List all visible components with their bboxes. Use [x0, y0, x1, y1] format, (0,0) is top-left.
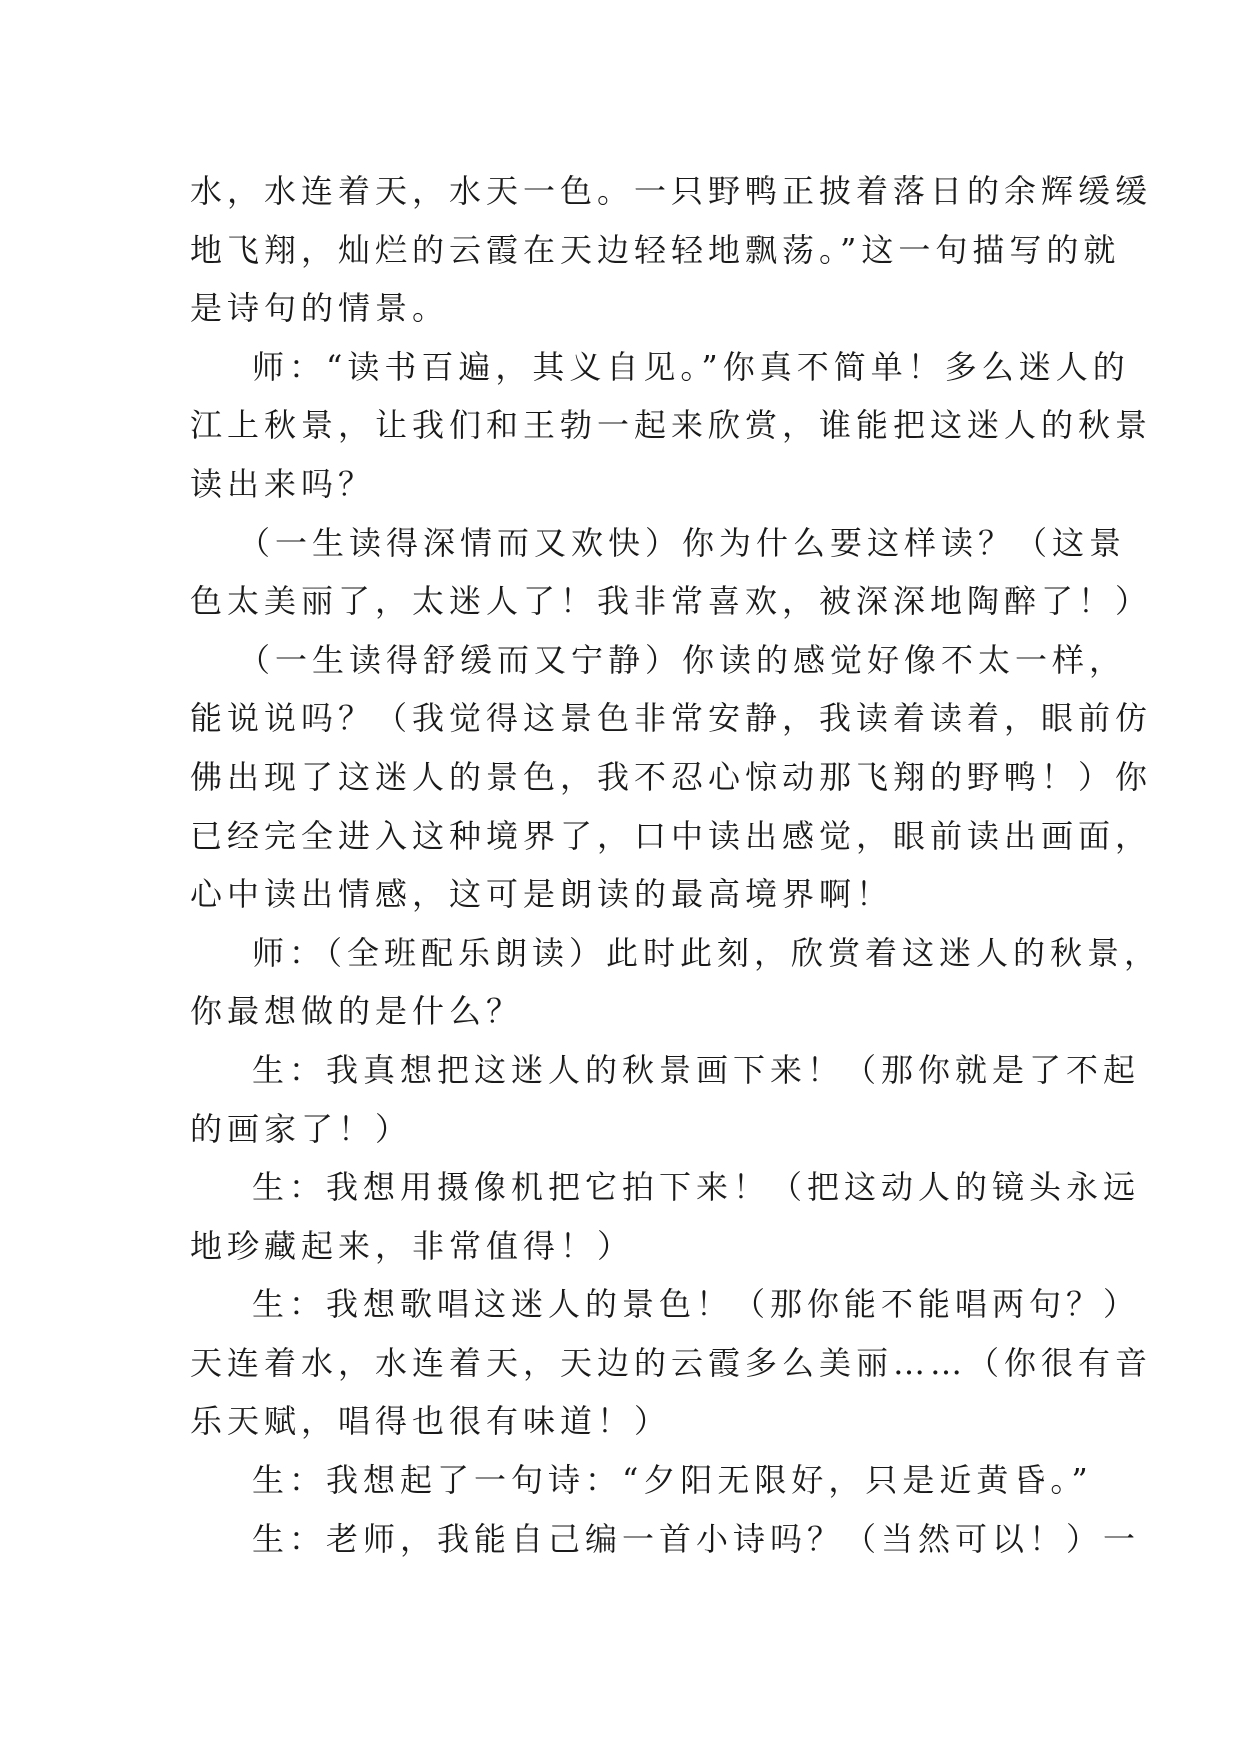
text-line: 乐天赋，唱得也很有味道！） — [190, 1402, 672, 1441]
text-line: 你最想做的是什么？ — [190, 992, 524, 1031]
text-line: 读出来吗？ — [190, 464, 376, 503]
text-line: 生：老师，我能自己编一首小诗吗？（当然可以！）一 — [252, 1519, 1141, 1558]
text-line: 色太美丽了，太迷人了！我非常喜欢，被深深地陶醉了！） — [190, 582, 1153, 621]
text-line: （一生读得舒缓而又宁静）你读的感觉好像不太一样， — [238, 640, 1127, 679]
text-line: 师：“读书百遍，其义自见。”你真不简单！多么迷人的 — [252, 347, 1130, 386]
text-line: （一生读得深情而又欢快）你为什么要这样读？（这景 — [238, 523, 1127, 562]
text-line: 是诗句的情景。 — [190, 289, 450, 328]
text-line: 生：我想起了一句诗：“夕阳无限好，只是近黄昏。” — [252, 1461, 1093, 1500]
text-line: 地珍藏起来，非常值得！） — [190, 1226, 635, 1265]
text-line: 地飞翔，灿烂的云霞在天边轻轻地飘荡。”这一句描写的就 — [190, 230, 1121, 269]
text-line: 江上秋景，让我们和王勃一起来欣赏，谁能把这迷人的秋景 — [190, 406, 1153, 445]
text-line: 水，水连着天，水天一色。一只野鸭正披着落日的余辉缓缓 — [190, 172, 1153, 210]
text-line: 生：我想用摄像机把它拍下来！（把这动人的镜头永远 — [252, 1168, 1141, 1207]
text-line: 心中读出情感，这可是朗读的最高境界啊！ — [190, 875, 894, 914]
text-line: 生：我真想把这迷人的秋景画下来！（那你就是了不起 — [252, 1050, 1141, 1089]
text-line: 已经完全进入这种境界了，口中读出感觉，眼前读出画面， — [190, 816, 1153, 855]
text-line: 能说说吗？（我觉得这景色非常安静，我读着读着，眼前仿 — [190, 699, 1153, 738]
text-line: 佛出现了这迷人的景色，我不忍心惊动那飞翔的野鸭！）你 — [190, 757, 1153, 796]
text-line: 的画家了！） — [190, 1109, 413, 1148]
text-line: 生：我想歌唱这迷人的景色！（那你能不能唱两句？） — [252, 1285, 1141, 1324]
text-line: 师：（全班配乐朗读）此时此刻，欣赏着这迷人的秋景， — [252, 933, 1162, 972]
text-line: 天连着水，水连着天，天边的云霞多么美丽……（你很有音 — [190, 1343, 1153, 1382]
document-body — [190, 162, 1162, 1568]
